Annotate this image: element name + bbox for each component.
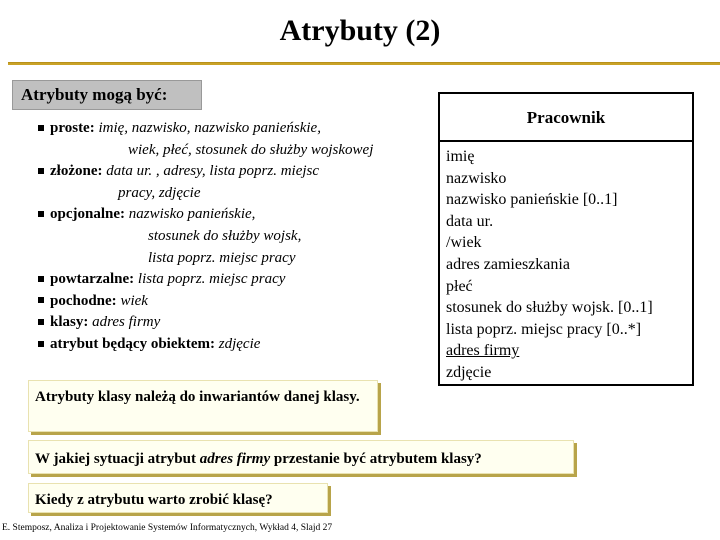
title-divider [8,62,720,65]
bullet-icon [38,297,44,303]
note-question-class-attribute: W jakiej sytuacji atrybut adres firmy przestanie być atrybutem klasy? [28,440,574,474]
list-item: proste: imię, nazwisko, nazwisko panieńskie, wiek, płeć, stosunek do służby wojskowej [36,118,426,161]
uml-attribute: data ur. [446,212,494,230]
list-item: pochodne: wiek [36,291,426,313]
bullet-icon [38,276,44,282]
list-item: złożone: data ur. , adresy, lista poprz. miejsc pracy, zdjęcie [36,161,426,204]
list-item: atrybut będący obiektem: zdjęcie [36,334,426,356]
uml-attribute: adres zamieszkania [446,255,570,273]
uml-attribute: imię [446,148,475,165]
uml-attribute: lista poprz. miejsc pracy [0..*] [446,320,642,338]
bullet-icon [38,319,44,325]
bullet-icon [38,211,44,217]
uml-class-box [438,92,694,386]
uml-attribute-list [440,142,692,384]
list-item: powtarzalne: lista poprz. miejsc pracy [36,269,426,291]
bullet-icon [38,341,44,347]
attribute-kinds-list [36,118,426,356]
list-item: klasy: adres firmy [36,312,426,334]
list-item: opcjonalne: nazwisko panieńskie, stosunek do służby wojsk, lista poprz. miejsc pracy [36,204,426,269]
slide-title: Atrybuty (2) [279,14,441,47]
bullet-icon [38,168,44,174]
uml-attribute: nazwisko [446,169,507,187]
uml-attribute: /wiek [446,234,482,252]
uml-attribute: zdjęcie [446,363,492,381]
bullet-icon [38,125,44,131]
uml-class-name: Pracownik [440,94,692,142]
uml-attribute: nazwisko panieńskie [0..1] [446,191,618,209]
intro-label: Atrybuty mogą być: [12,80,202,110]
uml-attribute: stosunek do służby wojsk. [0..1] [446,299,653,317]
uml-attribute: płeć [446,277,473,295]
note-invariants: Atrybuty klasy należą do inwariantów danej klasy. [28,380,378,432]
note-question-make-class: Kiedy z atrybutu warto zrobić klasę? [28,483,328,513]
uml-class-attribute: adres firmy [446,342,520,360]
slide-footer: E. Stemposz, Analiza i Projektowanie Systemów Informatycznych, Wykład 4, Slajd 27 [2,523,333,533]
